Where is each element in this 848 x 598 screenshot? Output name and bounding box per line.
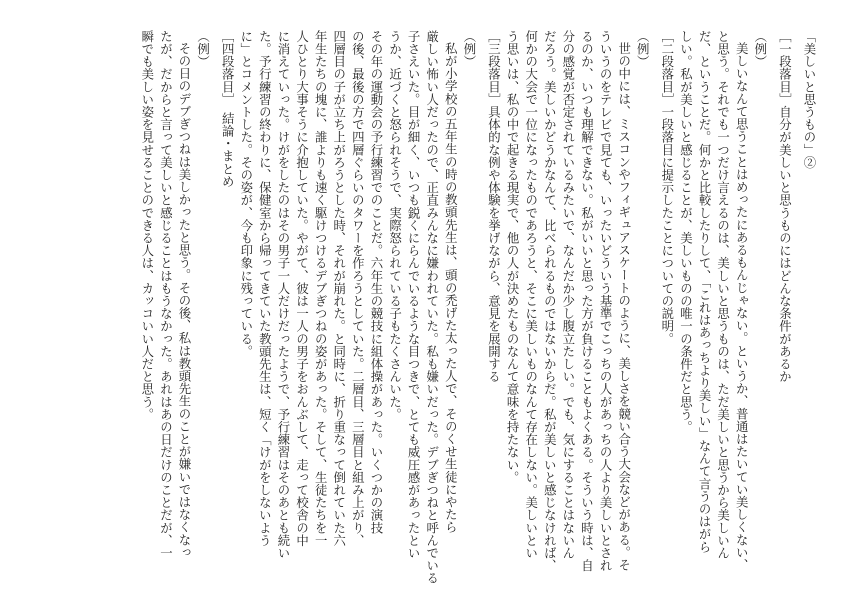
body-text-line: た。予行練習の終わりに、保健室から帰ってきていた教頭先生は、短く「けがをしないよう <box>257 30 273 547</box>
body-text-line: に」とコメントした。その姿が、今も印象に残っている。 <box>238 30 254 358</box>
body-text-line: だろう。美しいかどうかなんて、比べられるものではないからだ。私が美しいと感じなければ、 <box>542 30 558 572</box>
body-text-line: 子さえいた。目が細く、いつも鋭くにらんでいるような目つきで、とても威圧感があったとい <box>406 30 422 560</box>
example-label: （例） <box>461 30 477 68</box>
body-text-line: う思いは、私の中で起きる現実で、他の人が決めたものなんて意味を持たない。 <box>505 30 521 484</box>
body-text-line: 世の中には、ミスコンやフィギュアスケートのように、美しさを競い合う大会などがある。そ <box>616 42 632 572</box>
body-text-line: 分の感覚が否定されているみたいで、なんだか少し腹立たしい。でも、気にすることはないん <box>560 30 576 560</box>
body-text-line: その年の運動会の予行練習でのことだ。六年生の競技に組体操があった。いくつかの演技 <box>368 30 384 534</box>
body-text-line: るのか、いつも理解できない。私がいいと思った方が負けることもよくある。そういう時は、自 <box>579 30 595 572</box>
body-text-line: その日のデブぎつねは美しかったと思う。その後、私は教頭先生のことが嫌いではなくなっ <box>177 42 192 559</box>
body-text-line: 瞬でも美しい姿を見せることのできる人は、カッコいい人だと思う。 <box>139 30 155 421</box>
body-text-line: 年生たちの塊に、誰よりも速く駆けつけるデブぎつねの姿があった。そして、生徒たちを一 <box>313 30 329 547</box>
document-title: 「美しいと思うもの」② <box>802 30 817 169</box>
section-heading: ［二段落目］一段落目に提示したことについての説明。 <box>659 30 675 345</box>
body-text-line: と思う。それでも一つだけ言えるのは、美しいと思うものは、ただ美しいと思うから美しいん <box>715 30 731 560</box>
body-text-line: 何かの大会で一位になったものであろうと、そこに美しいものなんて存在しない。美しいとい <box>523 30 539 560</box>
body-text-line: しい。私が美しいと感じることが、美しいものの唯一の条件だと思う。 <box>678 30 694 434</box>
vertical-text-body <box>137 30 818 585</box>
body-text-line: たが、だからと言って美しいと感じることはもうなかった。あれはあの日だけのことだが、一 <box>158 30 174 560</box>
example-label: （例） <box>635 30 651 68</box>
example-label: （例） <box>752 30 768 68</box>
example-label: （例） <box>195 30 211 68</box>
body-text-line: 美しいなんて思うことはめったにあるもんじゃない。というか、普通はたいてい美しくない、 <box>734 42 750 572</box>
body-text-line: 人ひとり大事そうに介抱していた。やがて、彼は一人の男子をおんぶして、走って校舎の中 <box>294 30 310 547</box>
body-text-line: だ、ということだ。何かと比較したりして、「これはあっちより美しい」なんて言うのはがら <box>697 30 713 553</box>
body-text-line: の後、最後の方で四層ぐらいのタワーを作ろうとしていた。二層目、三層目と組み上がり、 <box>350 30 366 547</box>
section-heading: ［三段落目］具体的な例や体験を挙げながら、意見を展開する <box>486 30 502 383</box>
body-text-line: 厳しい怖い人だったので、正直みんなに嫌われていた。私も嫌いだった。デブぎつねと呼んでいる <box>424 30 440 585</box>
body-text-line: うか、近づくと怒られそうで、実際怒られている子もたくさんいた。 <box>387 30 403 421</box>
section-heading: ［一段落目］自分が美しいと思うものにはどんな条件があるか <box>777 30 793 383</box>
body-text-line: 私が小学校の五年生の時の教頭先生は、頭の禿げた太った人で、そのくせ生徒にやたら <box>443 42 459 534</box>
section-heading: ［四段落目］ 結論・まとめ <box>220 30 236 188</box>
body-text-line: ういうのをテレビで見ても、いったいどういう基準でこっちの人があっちの人より美しいとされ <box>598 30 614 572</box>
body-text-line: に消えていった。けがをしたのはその男子一人だけだったようで、予行練習はそのあとも続い <box>275 30 291 560</box>
body-text-line: 四層目の子が立ち上がろうとした時、それが崩れた。と同時に、折り重なって倒れていた六 <box>331 30 347 547</box>
